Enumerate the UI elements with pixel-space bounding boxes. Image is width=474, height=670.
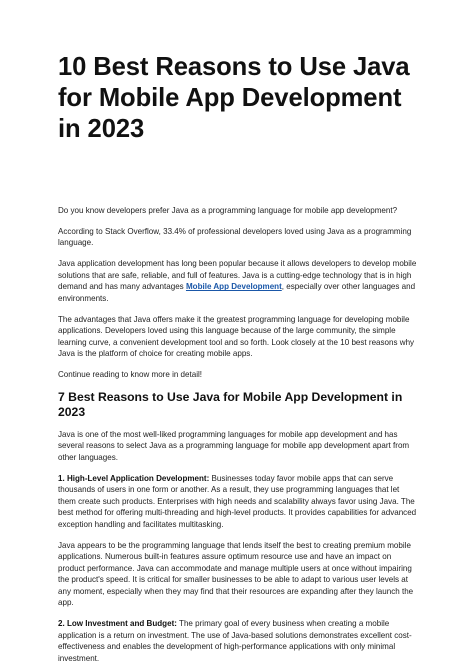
section-paragraph-2: Java appears to be the programming language that lends itself the best to creating premium mobile applications. Numerous built-in features assure optimum resource use and have an impact on product performance. Java can accommodate and manage multiple users at once without impairing the product's speed. It is critical for smaller businesses to be able to adapt to various user levels at any moment, especially when they may find that their resources are expanding after they launch the app. (58, 540, 414, 608)
intro-paragraph-3-start: Java application development has long been popular because it allows developers to develop mobile solutions that are safe, reliable, and full of features. Java is a cutting-edge technology that is in high demand and has many advantages (58, 259, 417, 292)
intro-paragraph-2: According to Stack Overflow, 33.4% of professional developers loved using Java as a programming language. (58, 226, 412, 248)
intro-paragraph-3 (58, 258, 418, 304)
section-heading: 7 Best Reasons to Use Java for Mobile App Development in 2023 (58, 389, 403, 419)
reason-1-paragraph (58, 473, 418, 531)
intro-paragraph-5: Continue reading to know more in detail! (58, 370, 203, 380)
intro-paragraph-3-end: , especially over other languages and environments. (58, 282, 416, 303)
reason-1-label: 1. High-Level Application Development: (58, 473, 210, 483)
intro-paragraph-1: Do you know developers prefer Java as a programming language for mobile app development? (58, 206, 398, 215)
reason-1-text: Businesses today favor mobile apps that can serve thousands of users in one form or another. As a result, they use programming languages that let them create such products. Enterprises with high needs and scalability always favor using Java. The best method for offering multi-threading and high-level products. It provides capabilities for advanced exception handling and facilitates multitasking. (58, 473, 417, 529)
mobile-app-development-link[interactable]: Mobile App Development (185, 282, 282, 292)
reason-2-label: 2. Low Investment and Budget: (58, 619, 177, 629)
reason-2-paragraph (58, 618, 418, 664)
section-paragraph-1: Java is one of the most well-liked programming languages for mobile app development and has several reasons to select Java as a programming language for mobile app development apart from other languages. (58, 429, 410, 462)
document-title: 10 Best Reasons to Use Java for Mobile App Development in 2023 (58, 53, 410, 143)
reason-2-text: The primary goal of every business when creating a mobile application is a return on investment. The use of Java-based solutions demonstrates excellent cost-effectiveness and enables the development of high-performance applications with only minimal investment. (58, 619, 412, 663)
intro-paragraph-4: The advantages that Java offers make it the greatest programming language for developing mobile applications. Developers loved using this language because of the large community, the simple learning curve, a convenient development tool and so forth. Look closely at the 10 best reasons why Java is the platform of choice for creating mobile apps. (58, 314, 415, 359)
